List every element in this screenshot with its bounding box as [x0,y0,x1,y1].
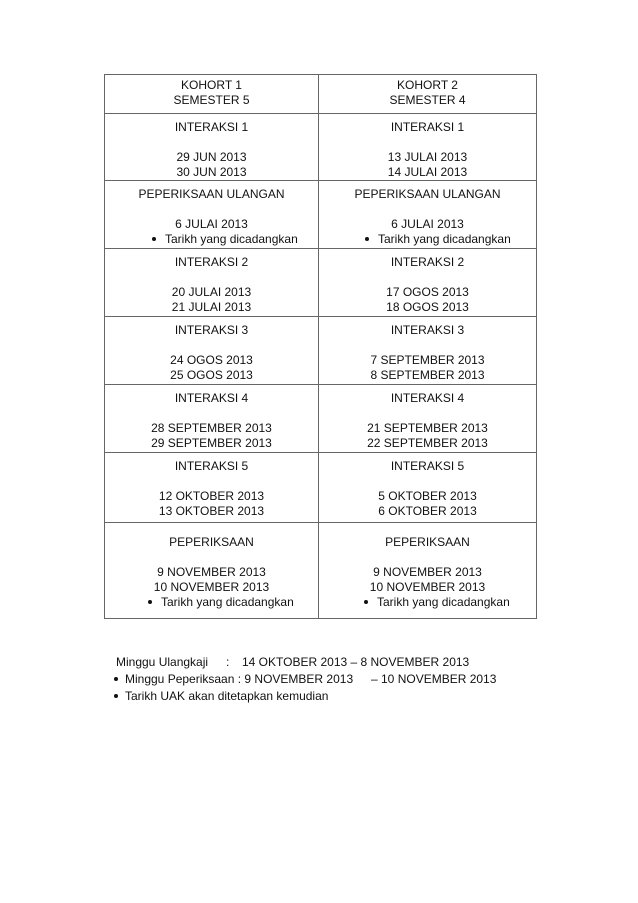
table-row [105,114,537,181]
bullet-text: Tarikh yang dicadangkan [165,232,298,246]
bullet-text: Tarikh yang dicadangkan [378,232,511,246]
table-row [105,249,537,317]
session-date: 6 OKTOBER 2013 [378,504,477,518]
session-date: 10 NOVEMBER 2013 [153,580,270,594]
bullet-icon [114,694,118,698]
session-date: 20 JULAI 2013 [171,285,252,299]
bullet-icon [365,237,369,241]
table-row [105,317,537,385]
session-date: 21 SEPTEMBER 2013 [367,421,488,435]
session-title: PEPERIKSAAN ULANGAN [138,187,285,201]
session-title: INTERAKSI 4 [390,391,465,405]
schedule-table [104,74,537,619]
session-date: 7 SEPTEMBER 2013 [370,353,485,367]
session-date: 22 SEPTEMBER 2013 [367,436,488,450]
note-bullet [105,595,318,610]
revision-label: Minggu Ulangkaji [116,655,209,669]
cell-kohort-2 [319,523,537,619]
exam-week-line [114,671,496,688]
session-date: 8 SEPTEMBER 2013 [370,368,485,382]
session-title: INTERAKSI 1 [390,120,465,134]
header-kohort-1 [105,75,319,114]
cell-kohort-2 [319,453,537,523]
exam-label: Minggu Peperiksaan : 9 NOVEMBER 2013 [125,672,354,686]
cell-kohort-1 [105,453,319,523]
session-date: 6 JULAI 2013 [175,217,248,231]
session-title: INTERAKSI 5 [174,459,249,473]
session-title: PEPERIKSAAN [385,535,470,549]
session-date: 25 OGOS 2013 [170,368,253,382]
revision-sep: : [226,655,230,669]
session-date: 28 SEPTEMBER 2013 [151,421,272,435]
cell-kohort-1 [105,317,319,385]
revision-value: 14 OKTOBER 2013 – 8 NOVEMBER 2013 [242,655,470,669]
semester-label: SEMESTER 5 [173,93,250,107]
table-row [105,523,537,619]
bullet-icon [364,600,368,604]
cell-kohort-2 [319,181,537,249]
cell-kohort-1 [105,181,319,249]
table-row [105,453,537,523]
bullet-text: Tarikh yang dicadangkan [377,595,510,609]
session-title: INTERAKSI 5 [390,459,465,473]
cell-kohort-1 [105,249,319,317]
session-date: 14 JULAI 2013 [387,165,468,179]
bullet-icon [152,237,156,241]
session-date: 5 OKTOBER 2013 [378,489,477,503]
semester-label: SEMESTER 4 [389,93,466,107]
session-date: 13 OKTOBER 2013 [158,504,265,518]
uak-note-line [114,688,496,705]
session-title: INTERAKSI 4 [174,391,249,405]
cell-kohort-2 [319,317,537,385]
header-row [105,75,537,114]
header-kohort-2 [319,75,537,114]
cell-kohort-1 [105,114,319,181]
cell-kohort-1 [105,385,319,453]
cell-kohort-2 [319,114,537,181]
note-bullet [319,232,536,247]
table-row [105,385,537,453]
cell-kohort-2 [319,249,537,317]
session-date: 24 OGOS 2013 [170,353,253,367]
kohort-label: KOHORT 1 [181,78,242,92]
uak-text: Tarikh UAK akan ditetapkan kemudian [125,689,329,703]
exam-value: – 10 NOVEMBER 2013 [371,672,497,686]
session-date: 9 NOVEMBER 2013 [157,565,266,579]
session-title: INTERAKSI 2 [174,255,249,269]
session-date: 18 OGOS 2013 [386,300,469,314]
session-date: 17 OGOS 2013 [386,285,469,299]
session-title: INTERAKSI 3 [174,323,249,337]
cell-kohort-2 [319,385,537,453]
session-title: PEPERIKSAAN [169,535,254,549]
note-bullet [105,232,318,247]
session-date: 10 NOVEMBER 2013 [369,580,486,594]
session-date: 13 JULAI 2013 [387,150,468,164]
session-date: 12 OKTOBER 2013 [158,489,265,503]
bullet-icon [148,600,152,604]
session-date: 30 JUN 2013 [176,165,247,179]
kohort-label: KOHORT 2 [397,78,458,92]
cell-kohort-1 [105,523,319,619]
bullet-icon [114,677,118,681]
session-title: INTERAKSI 2 [390,255,465,269]
schedule-notes [116,654,498,705]
session-date: 21 JULAI 2013 [171,300,252,314]
session-title: INTERAKSI 3 [390,323,465,337]
note-bullet [319,595,536,610]
revision-week-line [116,654,498,671]
bullet-text: Tarikh yang dicadangkan [161,595,294,609]
session-date: 6 JULAI 2013 [391,217,464,231]
session-title: PEPERIKSAAN ULANGAN [354,187,501,201]
session-date: 29 SEPTEMBER 2013 [151,436,272,450]
session-date: 9 NOVEMBER 2013 [373,565,482,579]
session-date: 29 JUN 2013 [176,150,247,164]
session-title: INTERAKSI 1 [174,120,249,134]
table-row [105,181,537,249]
